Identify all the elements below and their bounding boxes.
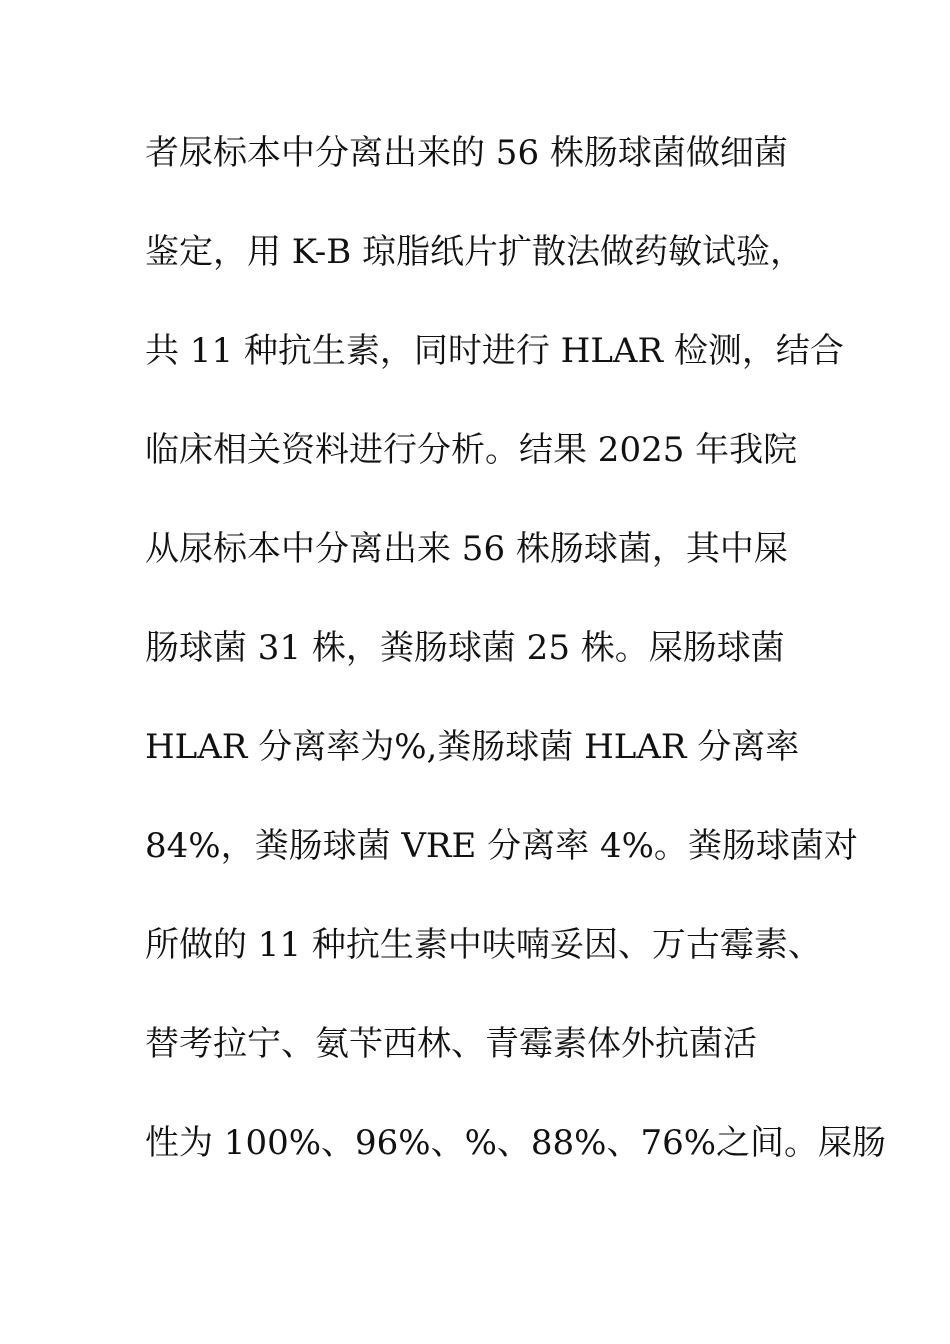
text-line: 性为 100%、96%、%、88%、76%之间。屎肠 [145, 1123, 887, 1163]
body-paragraph [145, 118, 887, 1207]
text-line: 鉴定，用 K-B 琼脂纸片扩散法做药敏试验， [145, 232, 805, 272]
text-line: HLAR 分离率为%,粪肠球菌 HLAR 分离率 [145, 727, 800, 767]
text-line: 肠球菌 31 株，粪肠球菌 25 株。屎肠球菌 [145, 628, 785, 668]
text-line: 共 11 种抗生素，同时进行 HLAR 检测，结合 [145, 331, 844, 371]
text-line: 从尿标本中分离出来 56 株肠球菌，其中屎 [145, 529, 788, 569]
text-line: 所做的 11 种抗生素中呋喃妥因、万古霉素、 [145, 925, 822, 965]
text-line: 替考拉宁、氨苄西林、青霉素体外抗菌活 [145, 1024, 757, 1064]
text-line: 临床相关资料进行分析。结果 2025 年我院 [145, 430, 798, 470]
text-line: 者尿标本中分离出来的 56 株肠球菌做细菌 [145, 133, 788, 173]
text-line: 84%，粪肠球菌 VRE 分离率 4%。粪肠球菌对 [145, 826, 858, 866]
